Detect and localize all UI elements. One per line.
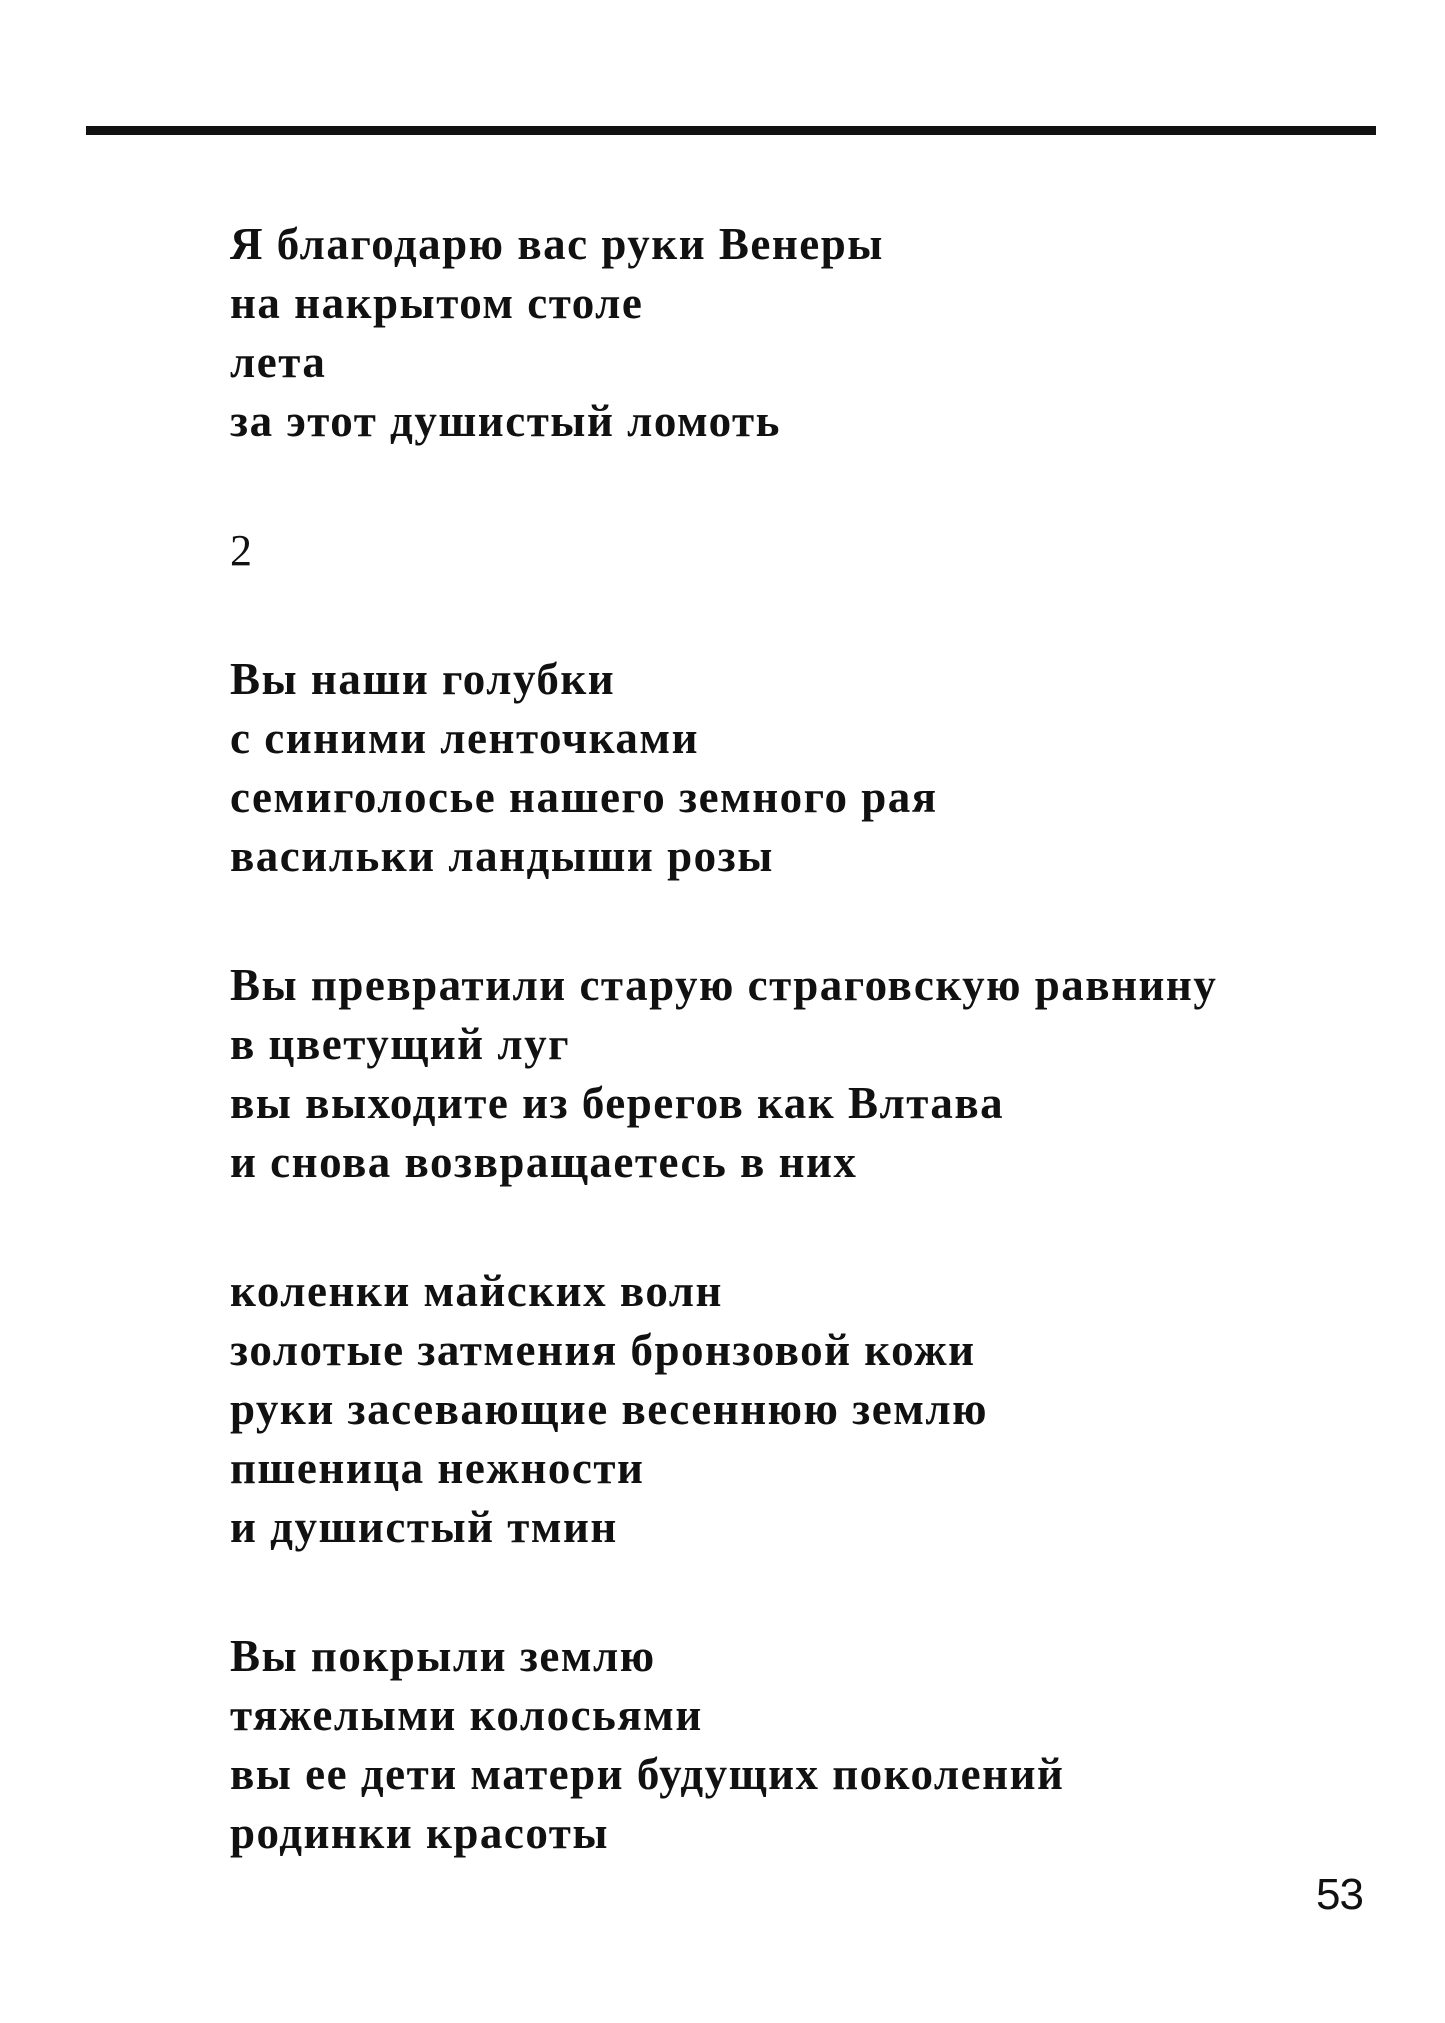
stanza-gap — [230, 1192, 1350, 1262]
page-number: 53 — [1316, 1870, 1363, 1919]
poem-line: родинки красоты — [230, 1808, 610, 1858]
stanza-gap — [230, 1557, 1350, 1627]
poem-text — [230, 215, 1350, 1863]
poem-line: и душистый тмин — [230, 1502, 618, 1552]
stanza-2 — [230, 650, 1350, 886]
stanza-4 — [230, 1262, 1350, 1557]
poem-line: с синими ленточками — [230, 713, 700, 763]
poem-line: вы выходите из берегов как Влтава — [230, 1078, 1005, 1128]
section-number: 2 — [230, 526, 252, 575]
stanza-1 — [230, 215, 1350, 451]
poem-line: семиголосье нашего земного рая — [230, 772, 938, 822]
stanza-gap — [230, 451, 1350, 521]
poem-line: Вы наши голубки — [230, 654, 616, 704]
stanza-gap — [230, 886, 1350, 956]
poem-line: и снова возвращаетесь в них — [230, 1137, 858, 1187]
poem-line: Вы покрыли землю — [230, 1631, 656, 1681]
top-rule — [86, 126, 1376, 135]
poem-line: руки засевающие весеннюю землю — [230, 1384, 988, 1434]
poem-line: пшеница нежности — [230, 1443, 645, 1493]
poem-line: тяжелыми колосьями — [230, 1690, 703, 1740]
stanza-gap — [230, 580, 1350, 650]
poem-line: на накрытом столе — [230, 278, 644, 328]
poem-line: в цветущий луг — [230, 1019, 571, 1069]
poem-line: васильки ландыши розы — [230, 831, 774, 881]
poem-line: Я благодарю вас руки Венеры — [230, 219, 884, 269]
stanza-3 — [230, 956, 1350, 1192]
poem-line: Вы превратили старую страговскую равнину — [230, 960, 1218, 1010]
poem-line: вы ее дети матери будущих поколений — [230, 1749, 1065, 1799]
poem-line: лета — [230, 337, 327, 387]
poem-line: коленки майских волн — [230, 1266, 723, 1316]
poem-line: золотые затмения бронзовой кожи — [230, 1325, 976, 1375]
poem-line: за этот душистый ломоть — [230, 396, 781, 446]
stanza-5 — [230, 1627, 1350, 1863]
